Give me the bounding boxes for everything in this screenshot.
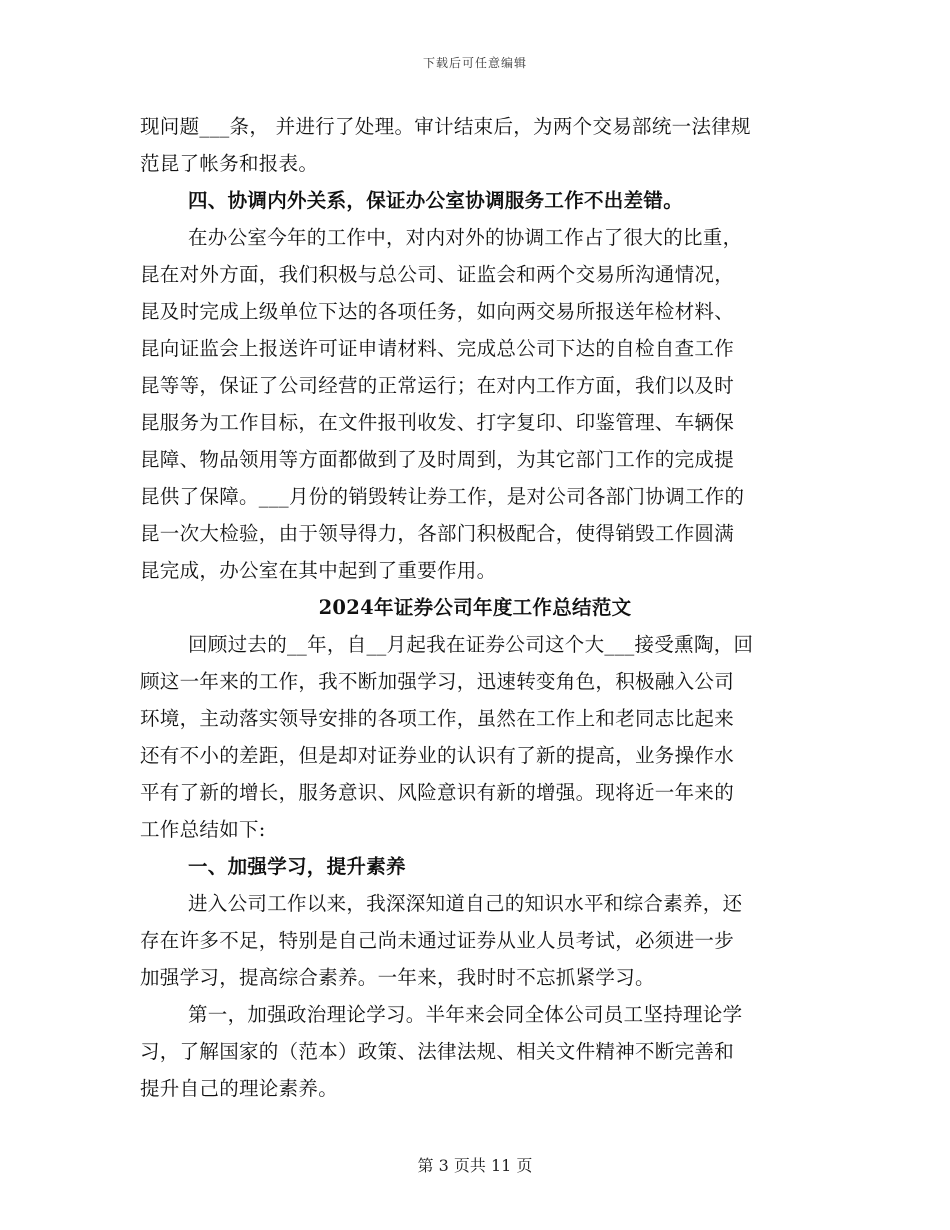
body-line: 平有了新的增长，服务意识、风险意识有新的增强。现将近一年来的 (140, 781, 735, 804)
body-line: 昆等等，保证了公司经营的正常运行；在对内工作方面，我们以及时 (140, 374, 735, 397)
body-line: 存在许多不足，特别是自己尚未通过证券从业人员考试，必须进一步 (140, 929, 735, 952)
page-footer: 第 3 页共 11 页 (417, 1156, 533, 1175)
body-line: 提升自己的理论素养。 (140, 1077, 339, 1100)
section-heading: 一、加强学习，提升素养 (188, 855, 406, 878)
body-line: 现问题___条， 并进行了处理。审计结束后，为两个交易部统一法律规 (140, 115, 751, 138)
body-line: 在办公室今年的工作中，对内对外的协调工作占了很大的比重， (188, 226, 743, 249)
body-line: 第一，加强政治理论学习。半年来会同全体公司员工坚持理论学 (188, 1003, 743, 1026)
body-line: 进入公司工作以来，我深深知道自己的知识水平和综合素养，还 (188, 892, 743, 915)
body-line: 昆在对外方面，我们积极与总公司、证监会和两个交易所沟通情况， (140, 263, 735, 286)
body-line: 工作总结如下: (140, 818, 266, 841)
body-line: 范昆了帐务和报表。 (140, 152, 319, 175)
body-line: 回顾过去的__年，自__月起我在证券公司这个大___接受熏陶，回 (188, 633, 754, 656)
body-line: 昆及时完成上级单位下达的各项任务，如向两交易所报送年检材料、 (140, 300, 735, 323)
body-line: 加强学习，提高综合素养。一年来，我时时不忘抓紧学习。 (140, 966, 655, 989)
document-body (140, 108, 810, 1107)
page-header: 下载后可任意编辑 (422, 56, 527, 70)
body-line: 昆供了保障。___月份的销毁转让券工作，是对公司各部门协调工作的 (140, 485, 745, 508)
body-line: 顾这一年来的工作，我不断加强学习，迅速转变角色，积极融入公司 (140, 670, 735, 693)
body-line: 昆向证监会上报送许可证申请材料、完成总公司下达的自检自查工作 (140, 337, 735, 360)
body-line: 环境，主动落实领导安排的各项工作，虽然在工作上和老同志比起来 (140, 707, 735, 730)
body-line: 昆障、物品领用等方面都做到了及时周到，为其它部门工作的完成提 (140, 448, 735, 471)
section-heading: 四、协调内外关系，保证办公室协调服务工作不出差错。 (188, 189, 684, 212)
body-line: 还有不小的差距，但是却对证券业的认识有了新的提高，业务操作水 (140, 744, 735, 767)
body-line: 习，了解国家的（范本）政策、法律法规、相关文件精神不断完善和 (140, 1040, 735, 1063)
document-title: 2024年证券公司年度工作总结范文 (318, 596, 632, 619)
body-line: 昆服务为工作目标，在文件报刊收发、打字复印、印鉴管理、车辆保 (140, 411, 735, 434)
body-line: 昆一次大检验，由于领导得力，各部门积极配合，使得销毁工作圆满 (140, 522, 735, 545)
body-line: 昆完成，办公室在其中起到了重要作用。 (140, 559, 497, 582)
